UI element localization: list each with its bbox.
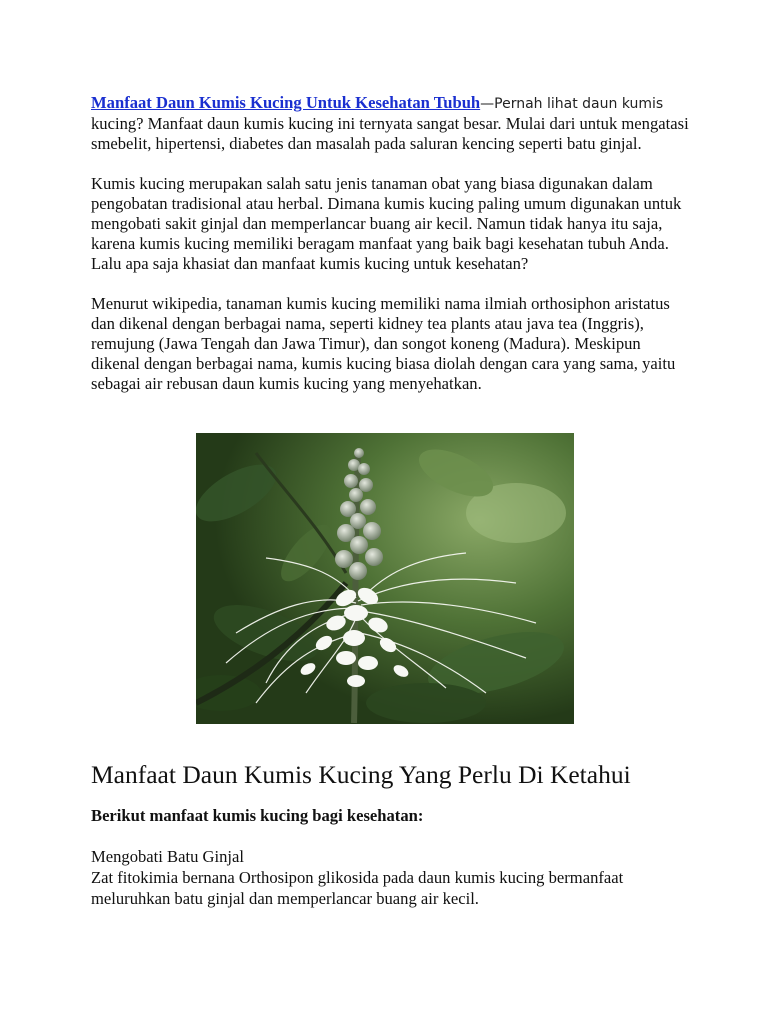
benefit-section [91,846,691,909]
paragraph-2: Kumis kucing merupakan salah satu jenis tanaman obat yang biasa digunakan dalam pengobatan tradisional atau herbal. Dimana kumis kucing paling umum digunakan untuk mengobati sakit ginjal dan memperlancar buang air kecil. Namun tidak hanya itu saja, karena kumis kucing memiliki beragam manfaat yang baik bagi kesehatan tubuh Anda. Lalu apa saja khasiat dan manfaat kumis kucing untuk kesehatan? [91,173,682,274]
paragraph-3: Menurut wikipedia, tanaman kumis kucing memiliki nama ilmiah orthosiphon aristatus dan dikenal dengan berbagai nama, seperti kidney tea plants atau java tea (Inggris), remujung (Jawa Tengah dan Jawa Timur), dan songot koneng (Madura). Meskipun dikenal dengan berbagai nama, kumis kucing biasa diolah dengan cara yang sama, yaitu sebagai air rebusan daun kumis kucing yang menyehatkan. [91,293,676,394]
intro-text: kucing? Manfaat daun kumis kucing ini ternyata sangat besar. Mulai dari untuk mengatasi smebelit, hipertensi, diabetes dan masalah pada saluran kencing seperti batu ginjal. [91,114,689,154]
benefit-title: Mengobati Batu Ginjal [91,847,245,866]
section-subheading: Berikut manfaat kumis kucing bagi kesehatan: [91,806,424,825]
kumis-kucing-photo [196,433,574,724]
benefit-text: Zat fitokimia bernana Orthosipon glikosida pada daun kumis kucing bermanfaat meluruhkan batu ginjal dan memperlancar buang air kecil. [91,868,624,908]
intro-dash-text: —Pernah lihat daun kumis [480,96,664,112]
section-heading: Manfaat Daun Kumis Kucing Yang Perlu Di Ketahui [91,760,631,789]
article-body [91,93,691,414]
intro-paragraph [91,93,691,155]
article-title-link[interactable]: Manfaat Daun Kumis Kucing Untuk Kesehatan Tubuh [91,93,481,112]
